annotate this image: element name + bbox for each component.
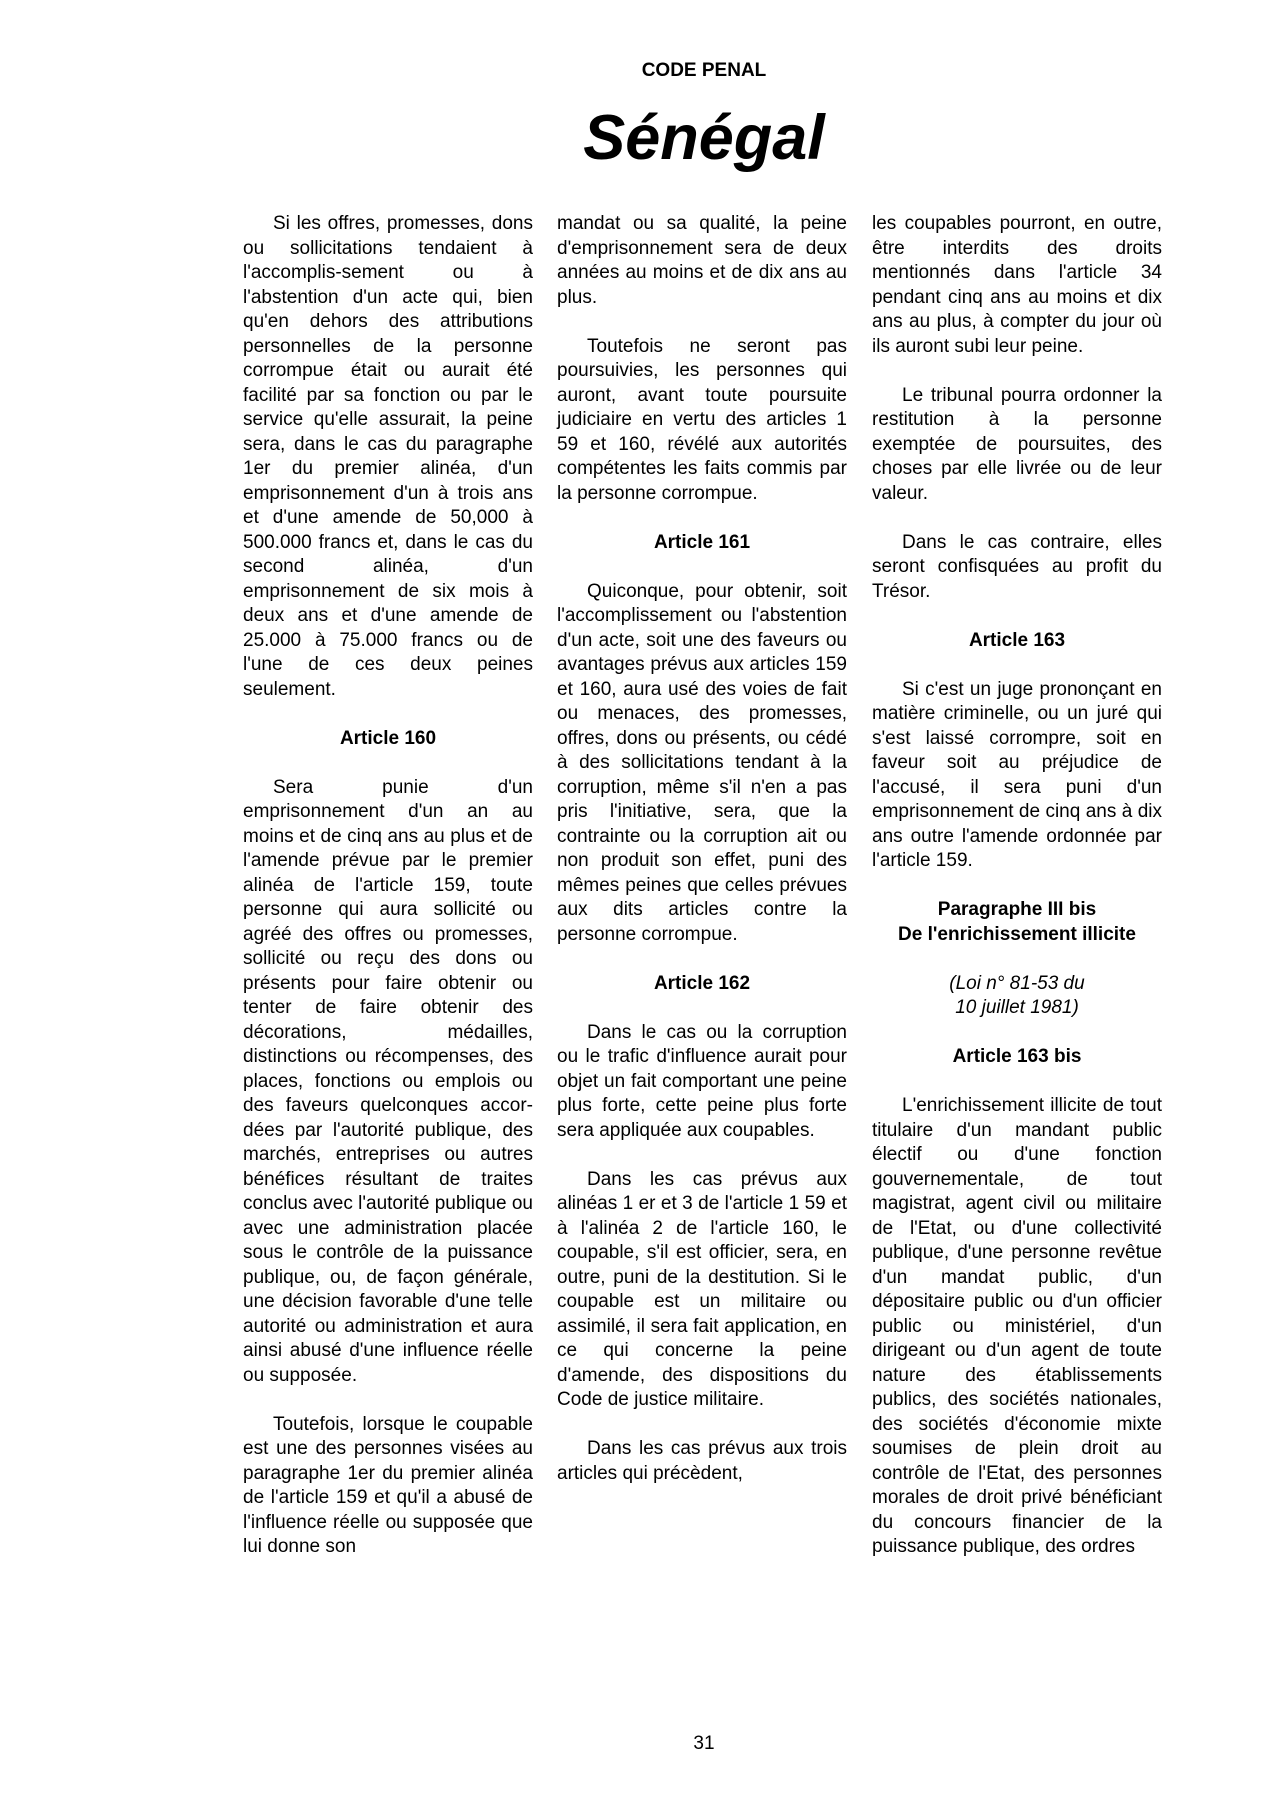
article-heading: Article 163 bis (952, 1046, 1082, 1067)
paragraph: L'enrichissement illicite de tout titulaire d'un mandant public électif ou d'une fonction gouvernementale, de tout magistrat, agent civil ou militaire de l'Etat, ou d'une collectivité publique, d'une personne revêtue d'un mandat public, d'un dépositaire public ou d'un officier public ou ministériel, d'un dirigeant ou d'un agent de toute nature des établissements publics, des sociétés nationales, des sociétés d'économie mixte soumises de plein droit au contrôle de l'Etat, des personnes morales de droit privé bénéficiant du concours financier de la puissance publique, des ordres (872, 1095, 1162, 1557)
text-column-1 (243, 212, 533, 1560)
page-number: 31 (693, 1733, 715, 1754)
paragraph: Si les offres, promesses, dons ou sollicitations tendaient à l'accomplis-sement ou à l'abstention d'un acte qui, bien qu'en dehors des attributions personnelles de la personne corrompue était ou aurait été facilité par sa fonction ou par le service qu'elle assurait, la peine sera, dans le cas du paragraphe 1er du premier alinéa, d'un emprisonnement d'un à trois ans et d'une amende de 50,000 à 500.000 francs et, dans le cas du second alinéa, d'un emprisonnement de six mois à deux ans et d'une amende de 25.000 à 75.000 francs ou de l'une de ces deux peines seulement. (243, 213, 533, 700)
document-header: CODE PENAL (641, 60, 767, 81)
law-reference-line: 10 juillet 1981) (955, 997, 1079, 1018)
paragraph: Toutefois ne seront pas poursuivies, les personnes qui auront, avant toute poursuite judiciaire en vertu des articles 1 59 et 160, révélé aux autorités compétentes les faits commis par la personne corrompue. (557, 335, 847, 504)
section-heading-line: Paragraphe III bis (937, 899, 1097, 920)
law-reference-line: (Loi n° 81-53 du (949, 972, 1085, 994)
law-reference (872, 972, 1162, 1021)
paragraph: Si c'est un juge prononçant en matière criminelle, ou un juré qui s'est laissé corrompre, soit en faveur soit au préjudice de l'accusé, il sera puni d'un emprisonnement de cinq ans à dix ans outre l'amende ordonnée par l'article 159. (872, 678, 1162, 871)
text-column-2 (557, 212, 847, 1486)
paragraph: Dans le cas ou la corruption ou le trafic d'influence aurait pour objet un fait comportant une peine plus forte, cette peine plus forte sera appliquée aux coupables. (557, 1021, 847, 1141)
country-title: Sénégal (583, 103, 825, 173)
section-heading-line: De l'enrichissement illicite (898, 923, 1136, 945)
article-heading: Article 161 (653, 531, 751, 553)
article-heading: Article 163 (968, 629, 1066, 651)
paragraph: Quiconque, pour obtenir, soit l'accomplissement ou l'abstention d'un acte, soit une des faveurs ou avantages prévus aux articles 159 et 160, aura usé des voies de fait ou menaces, des promesses, offres, dons ou présents, ou cédé à des sollicitations tendant à la corruption, même s'il n'en a pas pris l'initiative, sera, que la contrainte ou la corruption ait ou non produit son effet, puni des mêmes peines que celles prévues aux dits articles contre la personne corrompue. (557, 580, 847, 945)
paragraph: Dans les cas prévus aux alinéas 1 er et 3 de l'article 1 59 et à l'alinéa 2 de l'article 160, le coupable, s'il est officier, sera, en outre, puni de la destitution. Si le coupable est un militaire ou assimilé, il sera fait application, en ce qui concerne la peine d'amende, des dispositions du Code de justice militaire. (557, 1168, 847, 1410)
article-heading: Article 162 (653, 972, 751, 994)
paragraph: Toutefois, lorsque le coupable est une des personnes visées au paragraphe 1er du premier alinéa de l'article 159 et qu'il a abusé de l'influence réelle ou supposée que lui donne son (243, 1413, 533, 1557)
paragraph-continuation: les coupables pourront, en outre, être interdits des droits mentionnés dans l'article 34 pendant cinq ans au moins et dix ans au plus, à compter du jour où ils auront subi leur peine. (872, 213, 1162, 357)
text-column-3 (872, 212, 1162, 1560)
section-heading (872, 898, 1162, 947)
paragraph: Le tribunal pourra ordonner la restitution à la personne exemptée de poursuites, des choses par elle livrée ou de leur valeur. (872, 384, 1162, 504)
article-heading: Article 160 (339, 727, 437, 749)
paragraph: Sera punie d'un emprisonnement d'un an au moins et de cinq ans au plus et de l'amende prévue par le premier alinéa de l'article 159, toute personne qui aura sollicité ou agréé des offres ou promesses, sollicité ou reçu des dons ou présents pour faire obtenir ou tenter de faire obtenir des décorations, médailles, distinctions ou récompenses, des places, fonctions ou emplois ou des faveurs quelconques accor-dées par l'autorité publique, des marchés, entreprises ou autres bénéfices résultant de traites conclus avec l'autorité publique ou avec une administration placée sous le contrôle de la puissance publique, ou, de façon générale, une décision favorable d'une telle autorité ou administration et aura ainsi abusé d'une influence réelle ou supposée. (243, 776, 533, 1386)
paragraph: Dans les cas prévus aux trois articles qui précèdent, (557, 1438, 847, 1484)
paragraph-continuation: mandat ou sa qualité, la peine d'emprisonnement sera de deux années au moins et de dix ans au plus. (557, 213, 847, 308)
paragraph: Dans le cas contraire, elles seront confisquées au profit du Trésor. (872, 531, 1162, 602)
